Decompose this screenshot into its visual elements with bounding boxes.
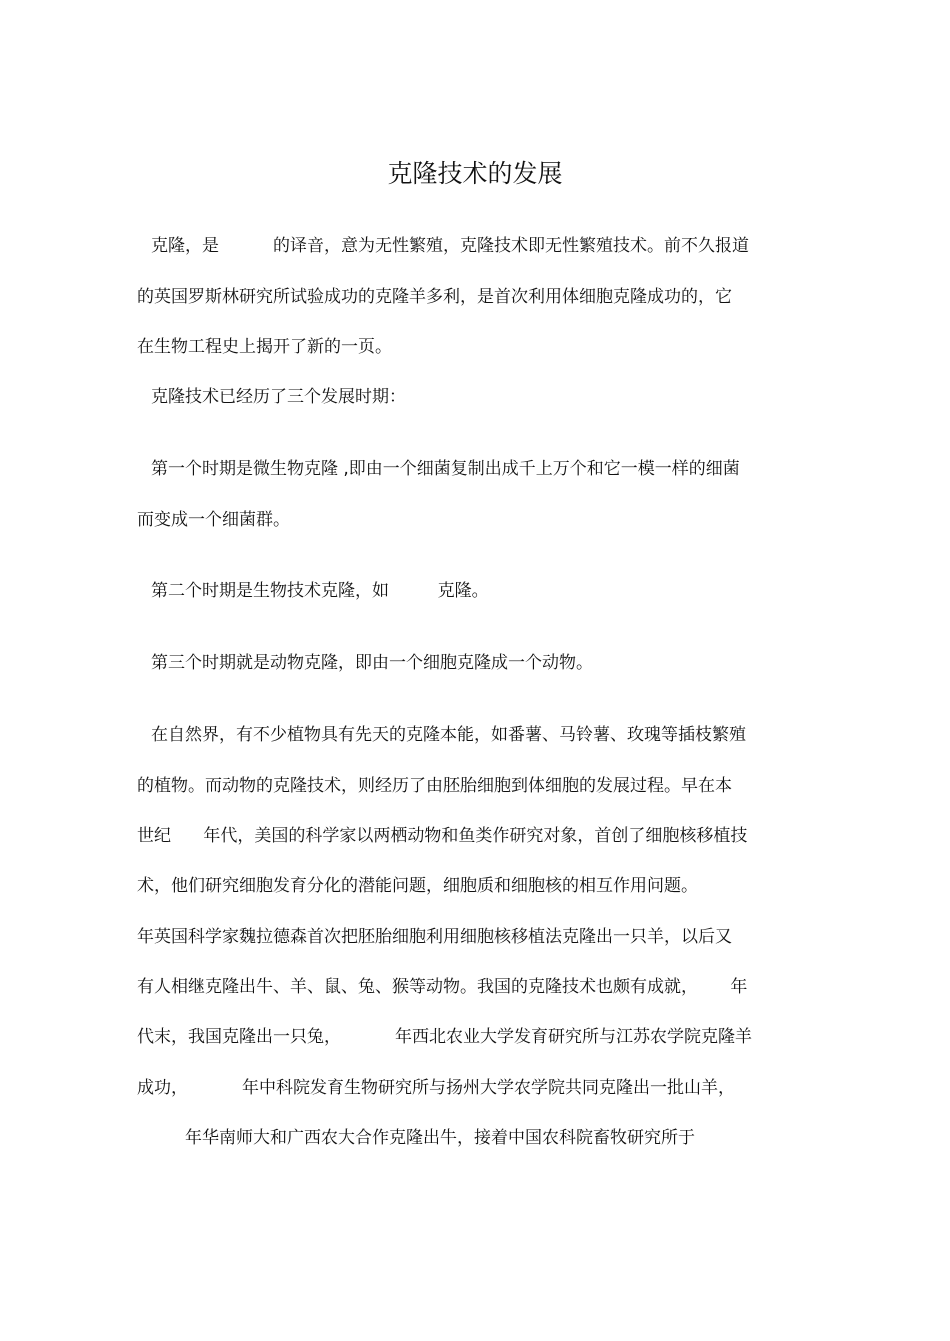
paragraph-line: 年华南师大和广西农大合作克隆出牛，接着中国农科院畜牧研究所于 — [185, 1128, 695, 1148]
paragraph-line: 克隆技术已经历了三个发展时期： — [151, 387, 406, 407]
paragraph-line: 在自然界，有不少植物具有先天的克隆本能，如番薯、马铃薯、玫瑰等插枝繁殖 — [151, 725, 746, 745]
paragraph-line: 的英国罗斯林研究所试验成功的克隆羊多利，是首次利用体细胞克隆成功的，它 — [137, 287, 732, 307]
paragraph-line: 的植物。而动物的克隆技术，则经历了由胚胎细胞到体细胞的发展过程。早在本 — [137, 776, 732, 796]
paragraph-line: 而变成一个细菌群。 — [137, 510, 290, 530]
paragraph-line: 术，他们研究细胞发育分化的潜能问题，细胞质和细胞核的相互作用问题。 — [137, 876, 698, 896]
paragraph-line: 有人相继克隆出牛、羊、鼠、兔、猴等动物。我国的克隆技术也颇有成就， 年 — [137, 977, 748, 997]
paragraph-line: 在生物工程史上揭开了新的一页。 — [137, 337, 392, 357]
paragraph-line: 第二个时期是生物技术克隆，如 克隆。 — [151, 581, 489, 601]
paragraph-line: 代末，我国克隆出一只兔， 年西北农业大学发育研究所与江苏农学院克隆羊 — [137, 1027, 753, 1047]
paragraph-line: 世纪 年代，美国的科学家以两栖动物和鱼类作研究对象，首创了细胞核移植技 — [137, 826, 748, 846]
paragraph-line: 克隆，是 的译音，意为无性繁殖，克隆技术即无性繁殖技术。前不久报道 — [151, 236, 750, 256]
paragraph-line: 第三个时期就是动物克隆，即由一个细胞克隆成一个动物。 — [151, 653, 593, 673]
paragraph-line: 年英国科学家魏拉德森首次把胚胎细胞利用细胞核移植法克隆出一只羊，以后又 — [137, 927, 732, 947]
paragraph-line: 第一个时期是微生物克隆 ,即由一个细菌复制出成千上万个和它一模一样的细菌 — [151, 459, 740, 479]
document-title: 克隆技术的发展 — [387, 159, 563, 188]
paragraph-line: 成功， 年中科院发育生物研究所与扬州大学农学院共同克隆出一批山羊， — [137, 1078, 736, 1098]
